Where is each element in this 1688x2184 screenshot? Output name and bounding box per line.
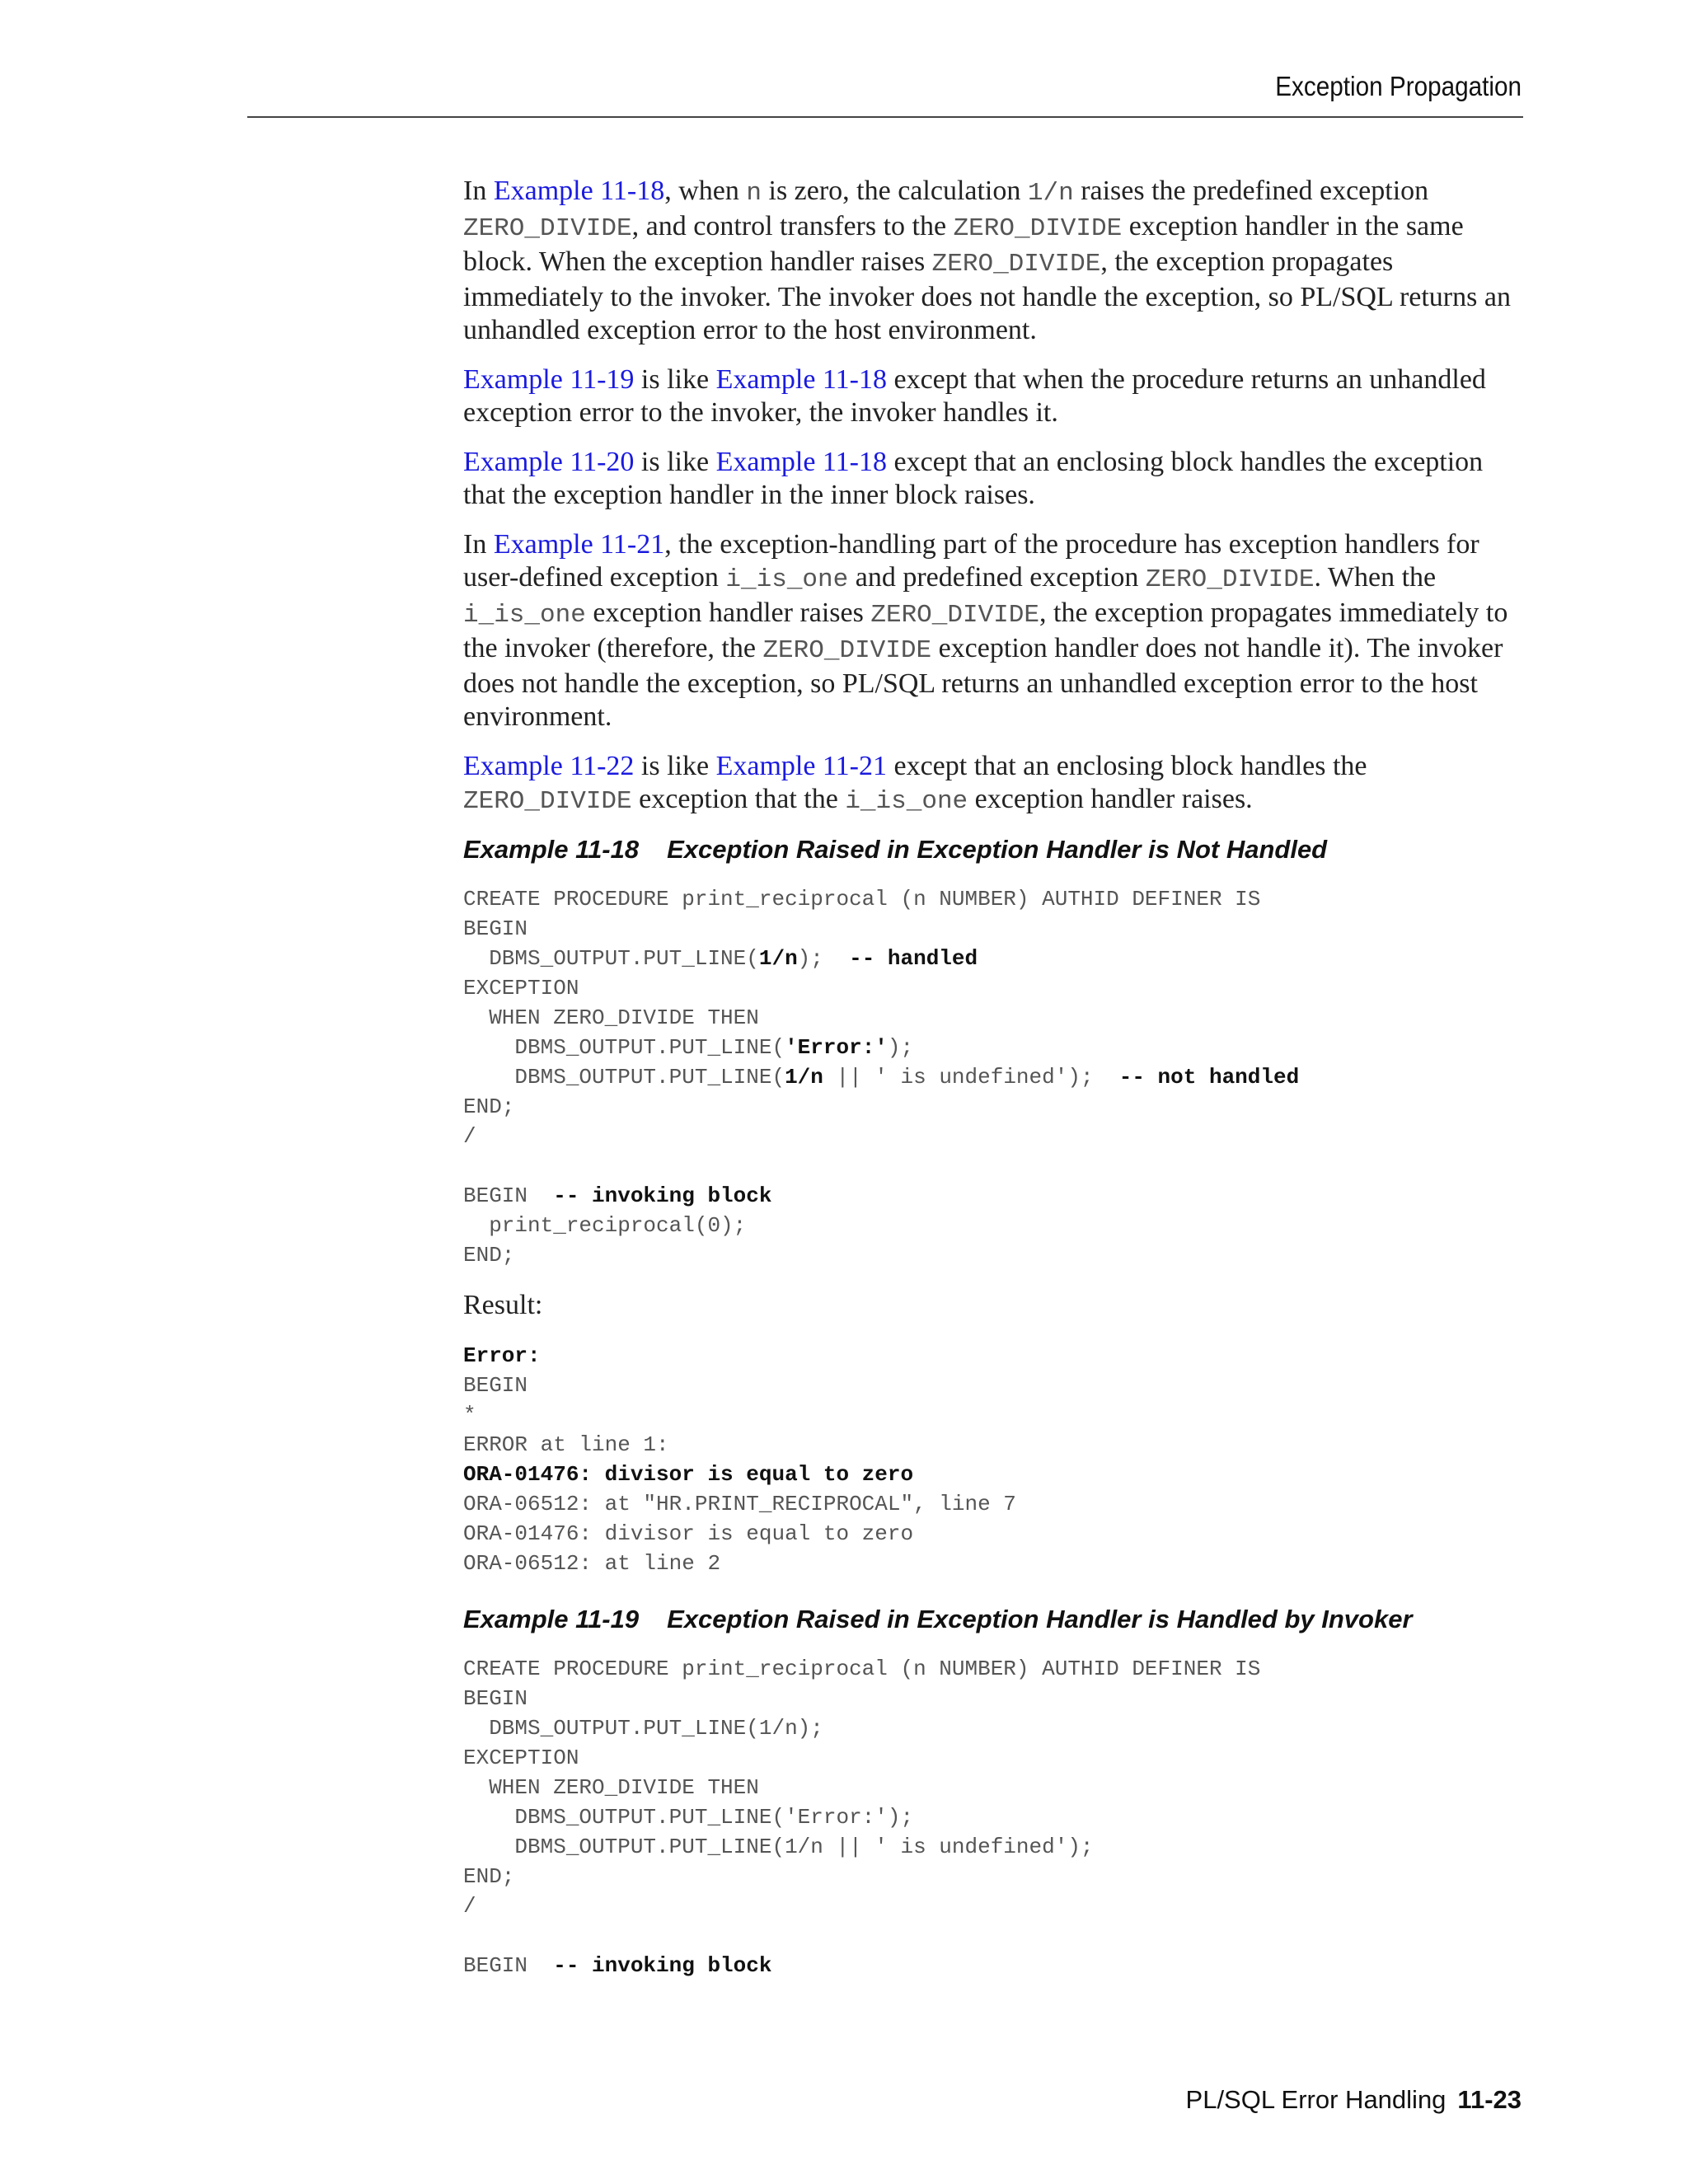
example-label: Example 11-19 bbox=[463, 1605, 640, 1633]
running-header: Exception Propagation bbox=[1275, 71, 1522, 101]
link-example-11-20[interactable]: Example 11-20 bbox=[463, 447, 635, 477]
link-example-11-22[interactable]: Example 11-22 bbox=[463, 751, 635, 781]
paragraph-example-11-18-description: In Example 11-18, when n is zero, the calculation 1/n raises the predefined exception ZERO_DIVIDE, and control transfers to the ZERO_DIVIDE exception handler in the same block. When the exception handler raises ZERO_DIVIDE, the exception propagates immediately to the invoker. The invoker does not handle the exception, so PL/SQL returns an unhandled exception error to the host environment. bbox=[463, 176, 1511, 345]
footer-section-title: PL/SQL Error Handling bbox=[1185, 2085, 1447, 2114]
example-11-18-code: CREATE PROCEDURE print_reciprocal (n NUMBER) AUTHID DEFINER IS BEGIN DBMS_OUTPUT.PUT_LINE(1/n); -- handled EXCEPTION WHEN ZERO_DIVIDE THEN DBMS_OUTPUT.PUT_LINE('Error:'); DBMS_OUTPUT.PUT_LINE(1/n || ' is undefined'); -- not handled END; / BEGIN -- invoking block print_reciprocal(0); END; bbox=[463, 887, 1300, 1268]
inline-code: ZERO_DIVIDE bbox=[1145, 565, 1315, 594]
inline-code: ZERO_DIVIDE bbox=[931, 250, 1101, 279]
page-footer bbox=[1186, 2085, 1522, 2115]
example-11-18-result-output: Error: BEGIN * ERROR at line 1: ORA-01476: divisor is equal to zero ORA-06512: at "HR.PRINT_RECIPROCAL", line 7 ORA-01476: divisor is equal to zero ORA-06512: at line 2 bbox=[463, 1343, 1016, 1576]
example-11-19-code: CREATE PROCEDURE print_reciprocal (n NUMBER) AUTHID DEFINER IS BEGIN DBMS_OUTPUT.PUT_LINE(1/n); EXCEPTION WHEN ZERO_DIVIDE THEN DBMS_OUTPUT.PUT_LINE('Error:'); DBMS_OUTPUT.PUT_LINE(1/n || ' is undefined'); END; / BEGIN -- invoking block bbox=[463, 1657, 1261, 1978]
inline-code: ZERO_DIVIDE bbox=[463, 214, 632, 243]
paragraph-example-11-20-description: Example 11-20 is like Example 11-18 except that an enclosing block handles the exception that the exception handler in the inner block raises. bbox=[463, 447, 1484, 510]
inline-code: ZERO_DIVIDE bbox=[870, 601, 1039, 630]
paragraph-example-11-21-description: In Example 11-21, the exception-handling part of the procedure has exception handlers for user-defined exception i_is_one and predefined exception ZERO_DIVIDE. When the i_is_one exception handler raises ZERO_DIVIDE, the exception propagates immediately to the invoker (therefore, the ZERO_DIVIDE exception handler does not handle it). The invoker does not handle the exception, so PL/SQL returns an unhandled exception error to the host environment. bbox=[463, 529, 1508, 732]
inline-code: ZERO_DIVIDE bbox=[953, 214, 1123, 243]
example-11-19-heading bbox=[463, 1605, 1526, 1634]
example-11-18-heading bbox=[463, 835, 1526, 865]
page-number: 11-23 bbox=[1457, 2085, 1522, 2114]
example-title: Exception Raised in Exception Handler is Not Handled bbox=[667, 835, 1328, 864]
inline-code: i_is_one bbox=[845, 787, 968, 816]
inline-code: n bbox=[746, 179, 762, 208]
paragraph-example-11-19-description: Example 11-19 is like Example 11-18 except that when the procedure returns an unhandled exception error to the invoker, the invoker handles it. bbox=[463, 364, 1486, 428]
result-label: Result: bbox=[463, 1290, 543, 1320]
inline-code: i_is_one bbox=[463, 601, 586, 630]
paragraph-example-11-22-description: Example 11-22 is like Example 11-21 except that an enclosing block handles the ZERO_DIVIDE exception that the i_is_one exception handler raises. bbox=[463, 751, 1367, 816]
inline-code: ZERO_DIVIDE bbox=[762, 636, 932, 665]
header-rule bbox=[247, 116, 1523, 118]
link-example-11-18[interactable]: Example 11-18 bbox=[493, 176, 665, 206]
example-label: Example 11-18 bbox=[463, 835, 640, 864]
example-title: Exception Raised in Exception Handler is Handled by Invoker bbox=[667, 1605, 1413, 1633]
inline-code: ZERO_DIVIDE bbox=[463, 787, 632, 816]
inline-code: i_is_one bbox=[725, 565, 849, 594]
link-example-11-18[interactable]: Example 11-18 bbox=[715, 364, 887, 395]
page-body bbox=[463, 175, 1526, 1980]
link-example-11-21[interactable]: Example 11-21 bbox=[493, 529, 665, 560]
link-example-11-21[interactable]: Example 11-21 bbox=[715, 751, 887, 781]
inline-code: 1/n bbox=[1027, 179, 1074, 208]
link-example-11-18[interactable]: Example 11-18 bbox=[715, 447, 887, 477]
link-example-11-19[interactable]: Example 11-19 bbox=[463, 364, 635, 395]
